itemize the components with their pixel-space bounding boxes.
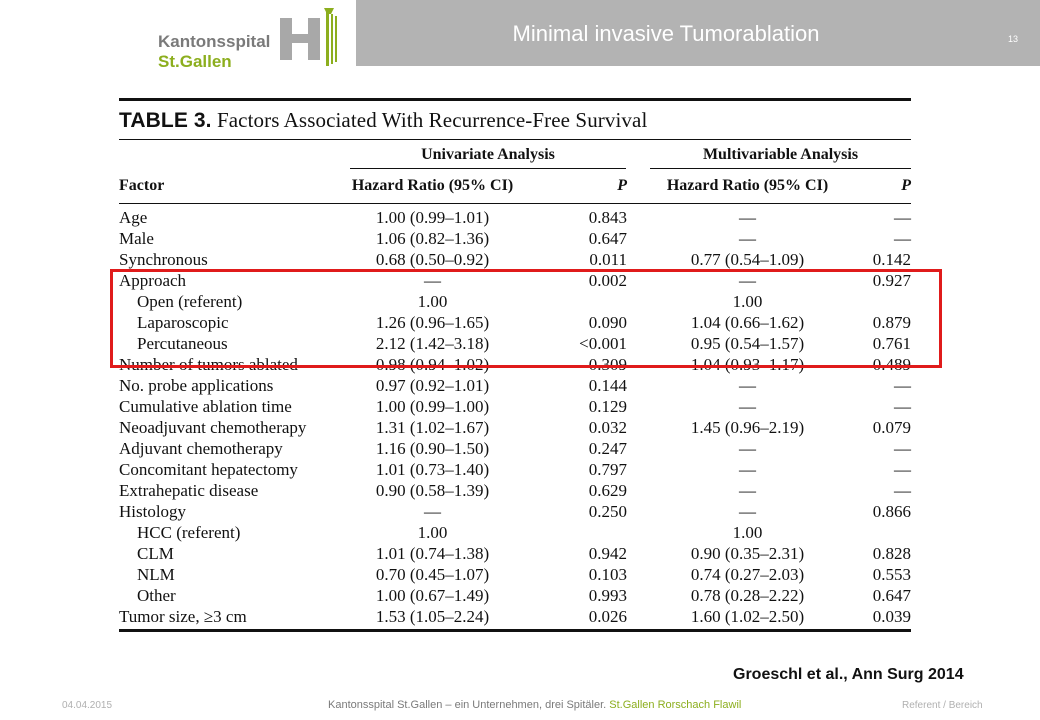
cell-uni-p: 0.090: [588, 313, 627, 332]
cell-multi-hr: 0.74 (0.27–2.03): [690, 565, 805, 584]
cell-multi-hr: 1.45 (0.96–2.19): [690, 418, 805, 437]
cell-factor: Percutaneous: [137, 334, 228, 353]
cell-factor: HCC (referent): [137, 523, 241, 542]
cell-multi-hr: 1.04 (0.66–1.62): [690, 313, 805, 332]
cell-factor: No. probe applications: [119, 376, 274, 395]
cell-multi-hr: 1.00: [732, 292, 763, 311]
col-multi-p: P: [901, 177, 911, 194]
cell-multi-p: 0.647: [872, 586, 911, 605]
footer-date: 04.04.2015: [62, 700, 113, 711]
table-body: [119, 204, 911, 629]
cell-uni-hr: 1.00: [417, 292, 448, 311]
cell-uni-p: <0.001: [579, 334, 627, 353]
cell-factor: Tumor size, ≥3 cm: [119, 607, 247, 626]
cell-uni-hr: 1.01 (0.74–1.38): [375, 544, 490, 563]
cell-uni-p: 0.309: [588, 355, 627, 374]
cell-factor: Number of tumors ablated: [119, 355, 298, 374]
cell-multi-p: —: [894, 481, 911, 500]
table-label: TABLE 3.: [119, 109, 212, 132]
cell-multi-hr: 1.04 (0.93–1.17): [690, 355, 805, 374]
cell-multi-p: 0.142: [872, 250, 911, 269]
cell-uni-p: 0.032: [588, 418, 627, 437]
cell-multi-hr: —: [739, 439, 756, 458]
cell-factor: Extrahepatic disease: [119, 481, 259, 500]
cell-multi-p: —: [894, 229, 911, 248]
cell-factor: CLM: [137, 544, 174, 563]
cell-uni-hr: —: [424, 271, 441, 290]
cell-uni-hr: 1.00 (0.99–1.00): [375, 397, 490, 416]
highlight-box: [110, 269, 942, 368]
cell-multi-hr: —: [739, 229, 756, 248]
cell-multi-hr: 0.77 (0.54–1.09): [690, 250, 805, 269]
cell-factor: Adjuvant chemotherapy: [119, 439, 283, 458]
table-row: [119, 396, 911, 417]
cell-uni-p: 0.144: [588, 376, 627, 395]
cell-multi-hr: —: [739, 376, 756, 395]
group-multivariable: Multivariable Analysis: [702, 146, 859, 163]
cell-factor: Open (referent): [137, 292, 243, 311]
cell-multi-hr: —: [739, 271, 756, 290]
table-row: [119, 417, 911, 438]
cell-uni-hr: 0.68 (0.50–0.92): [375, 250, 490, 269]
cell-multi-hr: 0.78 (0.28–2.22): [690, 586, 805, 605]
slide-header: [0, 0, 1040, 72]
cell-factor: Concomitant hepatectomy: [119, 460, 298, 479]
cell-uni-hr: 1.00 (0.99–1.01): [375, 208, 490, 227]
cell-factor: Approach: [119, 271, 187, 290]
footer-organization: [328, 699, 741, 711]
cell-multi-p: 0.553: [872, 565, 911, 584]
cell-multi-p: 0.489: [872, 355, 911, 374]
cell-multi-p: —: [894, 397, 911, 416]
column-header-row: [119, 169, 911, 203]
table-row: [119, 585, 911, 606]
cell-uni-hr: 1.53 (1.05–2.24): [375, 607, 490, 626]
cell-uni-hr: 1.01 (0.73–1.40): [375, 460, 490, 479]
cell-uni-hr: 1.00: [417, 523, 448, 542]
cell-uni-p: 0.247: [588, 439, 627, 458]
footer-org-prefix: Kantonsspital St.Gallen – ein Unternehmen, drei Spitäler.: [328, 699, 607, 711]
cell-uni-p: 0.011: [589, 250, 627, 269]
col-factor: Factor: [119, 177, 165, 194]
footer-referent: Referent / Bereich: [902, 700, 983, 711]
table-row: [119, 606, 911, 627]
cell-uni-hr: 1.16 (0.90–1.50): [375, 439, 490, 458]
table-row: [119, 522, 911, 543]
cell-multi-hr: 1.60 (1.02–2.50): [690, 607, 805, 626]
cell-factor: Neoadjuvant chemotherapy: [119, 418, 307, 437]
table-row: [119, 375, 911, 396]
cell-multi-hr: —: [739, 502, 756, 521]
title-bar: [356, 0, 1040, 66]
cell-multi-p: —: [894, 376, 911, 395]
cell-uni-hr: 1.06 (0.82–1.36): [375, 229, 490, 248]
cell-multi-hr: —: [739, 460, 756, 479]
cell-factor: Histology: [119, 502, 187, 521]
cell-multi-hr: 1.00: [732, 523, 763, 542]
col-multi-hr: Hazard Ratio (95% CI): [666, 177, 829, 194]
cell-uni-p: 0.797: [588, 460, 627, 479]
col-uni-p: P: [617, 177, 627, 194]
cell-uni-hr: 0.90 (0.58–1.39): [375, 481, 490, 500]
hospital-h-logo-icon: [278, 6, 358, 66]
cell-multi-p: 0.761: [872, 334, 911, 353]
group-header-row: [119, 140, 911, 169]
cell-uni-p: 0.647: [588, 229, 627, 248]
cell-multi-hr: —: [739, 208, 756, 227]
cell-factor: Synchronous: [119, 250, 208, 269]
table-row: [119, 207, 911, 228]
cell-multi-p: 0.866: [872, 502, 911, 521]
cell-uni-p: 0.843: [588, 208, 627, 227]
cell-uni-p: 0.993: [588, 586, 627, 605]
cell-multi-p: 0.927: [872, 271, 911, 290]
table-row: [119, 438, 911, 459]
table-bottom-rule: [119, 629, 911, 632]
cell-uni-hr: 0.97 (0.92–1.01): [375, 376, 490, 395]
page-number: 13: [1008, 34, 1019, 44]
cell-multi-p: —: [894, 439, 911, 458]
cell-uni-hr: 1.31 (1.02–1.67): [375, 418, 490, 437]
slide-title: Minimal invasive Tumorablation: [512, 21, 820, 46]
cell-uni-hr: 0.70 (0.45–1.07): [375, 565, 490, 584]
cell-uni-p: 0.250: [588, 502, 627, 521]
table-caption: Factors Associated With Recurrence-Free Survival: [216, 108, 648, 132]
cell-uni-hr: 1.00 (0.67–1.49): [375, 586, 490, 605]
cell-factor: Male: [119, 229, 154, 248]
cell-factor: Age: [119, 208, 148, 227]
table-title: [119, 101, 911, 139]
logo-line-1: Kantonsspital: [158, 32, 271, 51]
cell-multi-p: 0.828: [872, 544, 911, 563]
table-row: [119, 228, 911, 249]
table-row: [119, 480, 911, 501]
cell-uni-p: 0.129: [588, 397, 627, 416]
group-univariate: Univariate Analysis: [421, 146, 555, 163]
cell-factor: Cumulative ablation time: [119, 397, 292, 416]
cell-multi-p: —: [894, 208, 911, 227]
cell-factor: Other: [137, 586, 176, 605]
cell-multi-p: 0.079: [872, 418, 911, 437]
col-uni-hr: Hazard Ratio (95% CI): [351, 177, 514, 194]
cell-uni-hr: 2.12 (1.42–3.18): [375, 334, 490, 353]
table-row: [119, 564, 911, 585]
citation: Groeschl et al., Ann Surg 2014: [733, 666, 964, 683]
cell-factor: Laparoscopic: [137, 313, 229, 332]
cell-multi-hr: —: [739, 481, 756, 500]
cell-uni-p: 0.629: [588, 481, 627, 500]
table-row: [119, 459, 911, 480]
logo-line-2: St.Gallen: [158, 52, 232, 71]
table-row: [119, 543, 911, 564]
cell-multi-hr: 0.90 (0.35–2.31): [690, 544, 805, 563]
table-row: [119, 501, 911, 522]
cell-uni-hr: —: [424, 502, 441, 521]
cell-multi-hr: 0.95 (0.54–1.57): [690, 334, 805, 353]
cell-uni-p: 0.942: [588, 544, 627, 563]
hospital-logo: [158, 32, 270, 72]
cell-multi-p: —: [894, 460, 911, 479]
cell-uni-hr: 0.98 (0.94–1.02): [375, 355, 490, 374]
cell-multi-hr: —: [739, 397, 756, 416]
cell-multi-p: 0.879: [872, 313, 911, 332]
cell-multi-p: 0.039: [872, 607, 911, 626]
footer-org-sites: St.Gallen Rorschach Flawil: [609, 699, 742, 711]
cell-factor: NLM: [137, 565, 175, 584]
cell-uni-p: 0.002: [588, 271, 627, 290]
cell-uni-hr: 1.26 (0.96–1.65): [375, 313, 490, 332]
cell-uni-p: 0.026: [588, 607, 627, 626]
table-row: [119, 249, 911, 270]
cell-uni-p: 0.103: [588, 565, 627, 584]
